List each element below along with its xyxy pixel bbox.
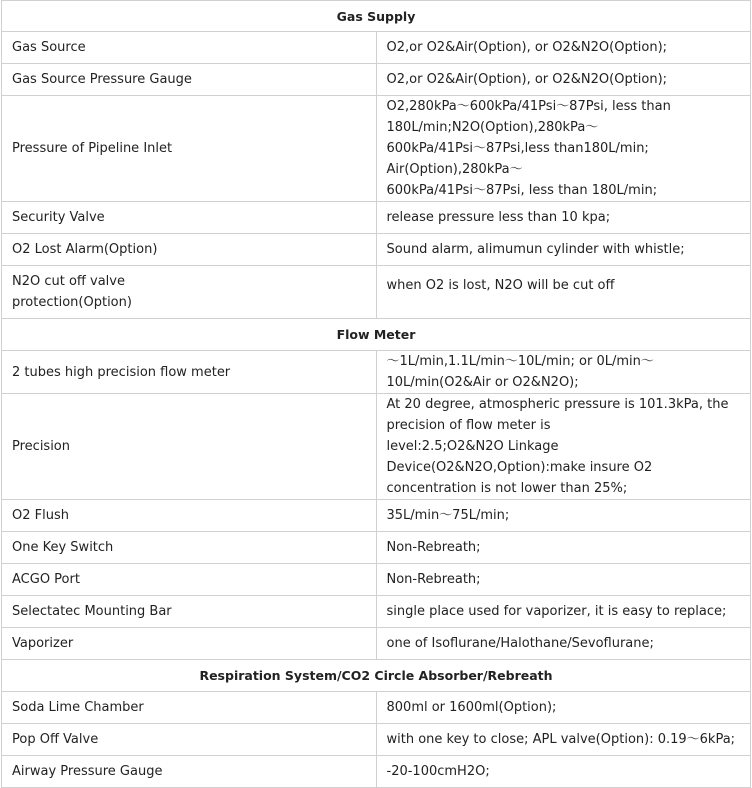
spec-value: O2,or O2&Air(Option), or O2&N2O(Option); [376,64,751,96]
table-row [2,32,751,64]
spec-table [1,0,751,788]
section-title: Flow Meter [2,319,751,351]
table-row [2,628,751,660]
spec-value: -20-100cmH2O; [376,756,751,788]
spec-key: Pressure of Pipeline Inlet [2,96,377,202]
table-row [2,724,751,756]
spec-value: Non-Rebreath; [376,564,751,596]
spec-value: single place used for vaporizer, it is easy to replace; [376,596,751,628]
value-line: O2,280kPa～600kPa/41Psi～87Psi, less than 180L/min;N2O(Option),280kPa～ [386,99,671,135]
spec-value: ～1L/min,1.1L/min～10L/min; or 0L/min～10L/min(O2&Air or O2&N2O); [376,351,751,394]
table-row [2,532,751,564]
spec-key [2,266,377,319]
spec-key: Gas Source Pressure Gauge [2,64,377,96]
spec-key: One Key Switch [2,532,377,564]
value-line: level:2.5;O2&N2O Linkage [386,439,559,454]
spec-key: O2 Flush [2,500,377,532]
spec-value: Non-Rebreath; [376,532,751,564]
spec-value: 800ml or 1600ml(Option); [376,692,751,724]
spec-value: one of Isoflurane/Halothane/Sevoflurane; [376,628,751,660]
spec-value [376,394,751,500]
spec-key: Security Valve [2,202,377,234]
table-row [2,564,751,596]
section-header-row [2,319,751,351]
value-line: 600kPa/41Psi～87Psi, less than 180L/min; [386,183,658,198]
section-title: Gas Supply [2,1,751,32]
table-row [2,64,751,96]
key-line: protection(Option) [12,295,132,310]
table-row [2,202,751,234]
spec-key: Pop Off Valve [2,724,377,756]
table-row [2,596,751,628]
table-row [2,692,751,724]
table-row [2,351,751,394]
spec-value: 35L/min～75L/min; [376,500,751,532]
spec-key: Gas Source [2,32,377,64]
spec-value: O2,or O2&Air(Option), or O2&N2O(Option); [376,32,751,64]
table-row [2,394,751,500]
spec-value: with one key to close; APL valve(Option): 0.19～6kPa; [376,724,751,756]
spec-value [376,96,751,202]
table-row [2,756,751,788]
section-title: Respiration System/CO2 Circle Absorber/Rebreath [2,660,751,692]
key-line: N2O cut off valve [12,274,125,289]
table-row [2,266,751,319]
spec-key: Selectatec Mounting Bar [2,596,377,628]
spec-key: Soda Lime Chamber [2,692,377,724]
table-row [2,234,751,266]
spec-value: release pressure less than 10 kpa; [376,202,751,234]
section-header-row [2,1,751,32]
value-line: At 20 degree, atmospheric pressure is 101.3kPa, the precision of flow meter is [386,397,729,433]
spec-key: Precision [2,394,377,500]
spec-key: 2 tubes high precision flow meter [2,351,377,394]
table-row [2,500,751,532]
spec-key: O2 Lost Alarm(Option) [2,234,377,266]
spec-value: when O2 is lost, N2O will be cut off [376,266,751,319]
spec-key: ACGO Port [2,564,377,596]
table-row [2,96,751,202]
value-line: 600kPa/41Psi～87Psi,less than180L/min; Air(Option),280kPa～ [386,141,649,177]
spec-key: Airway Pressure Gauge [2,756,377,788]
section-header-row [2,660,751,692]
value-line: Device(O2&N2O,Option):make insure O2 concentration is not lower than 25%; [386,460,653,496]
spec-key: Vaporizer [2,628,377,660]
spec-value: Sound alarm, alimumun cylinder with whistle; [376,234,751,266]
